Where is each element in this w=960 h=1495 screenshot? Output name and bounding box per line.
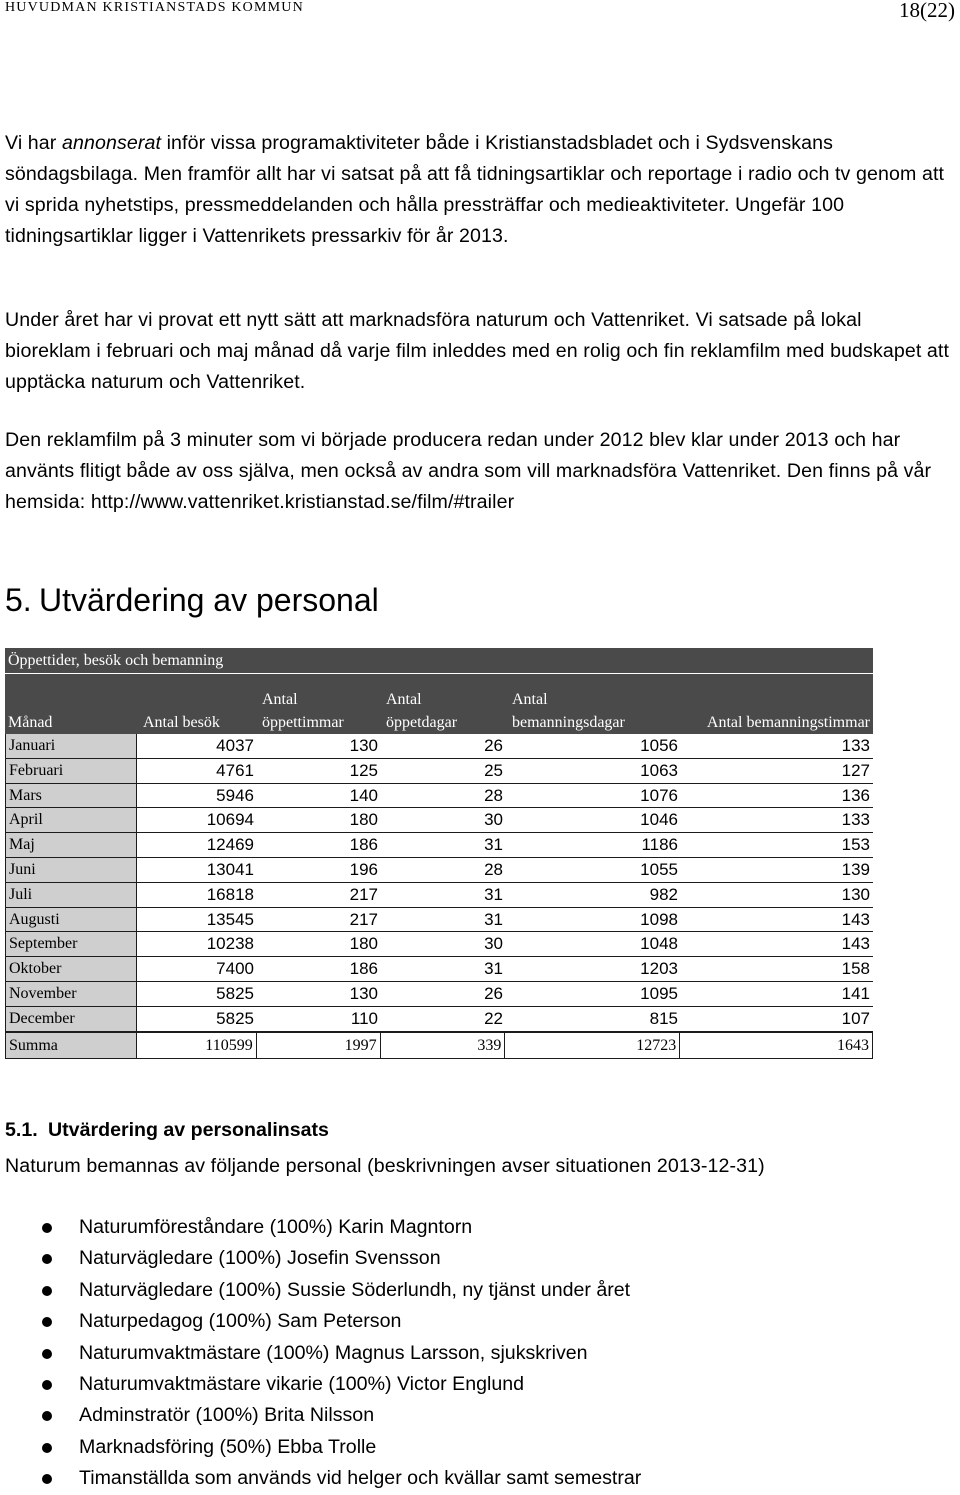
- cell-days: 31: [484, 909, 503, 929]
- cell-staffdays: 1056: [640, 736, 678, 755]
- page-number: 18(22): [899, 0, 955, 22]
- list-item: [0, 1338, 641, 1369]
- cell-visits: 10694: [206, 810, 254, 830]
- opening-hours-table: [5, 648, 873, 1059]
- sum-days: 339: [381, 1033, 506, 1058]
- header-hours-line1: Antal: [262, 691, 298, 708]
- list-item: [0, 1432, 641, 1463]
- cell-hours: 130: [349, 983, 378, 1003]
- bullet-icon: [42, 1254, 52, 1264]
- cell-days: 28: [484, 785, 503, 805]
- cell-staffdays: 1046: [640, 810, 678, 830]
- section-5-heading: [5, 578, 379, 622]
- staff-entry: Timanställda som används vid helger och kvällar samt semestrar: [79, 1467, 642, 1490]
- cell-hours: 196: [349, 859, 378, 879]
- table-row: [5, 982, 873, 1007]
- page-header: [5, 0, 955, 20]
- cell-staffhours: 133: [841, 810, 870, 830]
- cell-visits: 10238: [206, 934, 254, 954]
- cell-days: 30: [484, 934, 503, 954]
- cell-hours: 217: [349, 884, 378, 904]
- cell-visits: 13041: [206, 859, 254, 879]
- cell-month: November: [5, 982, 137, 1006]
- staff-intro: Naturum bemannas av följande personal (beskrivningen avser situationen 2013-12-31): [5, 1155, 765, 1177]
- section-5-1-heading: [5, 1115, 329, 1145]
- header-days-line1: Antal: [386, 691, 422, 708]
- table-row: [5, 932, 873, 957]
- staff-entry: Adminstratör (100%) Brita Nilsson: [79, 1404, 375, 1427]
- cell-staffdays: 1095: [640, 983, 678, 1003]
- cell-month: Maj: [5, 833, 137, 857]
- table-body: [5, 734, 873, 1032]
- cell-days: 31: [484, 835, 503, 855]
- cell-hours: 180: [349, 810, 378, 830]
- cell-hours: 186: [349, 959, 378, 979]
- bullet-icon: [42, 1317, 52, 1327]
- cinema-ad-paragraph: Under året har vi provat ett nytt sätt att marknadsföra naturum och Vattenriket. Vi satsade på lokal bioreklam i februari och maj månad då varje film inleddes med en rolig och fin reklamfilm med budskapet att upptäcka naturum och Vattenriket.: [5, 309, 950, 393]
- bullet-icon: [42, 1223, 52, 1233]
- cell-days: 28: [484, 859, 503, 879]
- cell-visits: 7400: [216, 959, 254, 979]
- cell-staffdays: 1063: [640, 760, 678, 780]
- cell-staffhours: 158: [841, 959, 870, 979]
- section-5-1-title: Utvärdering av personalinsats: [48, 1119, 329, 1141]
- bullet-icon: [42, 1443, 52, 1453]
- bullet-icon: [42, 1380, 52, 1390]
- bullet-icon: [42, 1474, 52, 1484]
- list-item: [0, 1212, 641, 1243]
- cell-days: 31: [484, 884, 503, 904]
- cell-month: April: [5, 808, 137, 832]
- table-row: [5, 784, 873, 809]
- cell-staffdays: 982: [649, 884, 678, 904]
- table-row: [5, 858, 873, 883]
- advertising-text-start: Vi har: [5, 132, 62, 154]
- film-paragraph: Den reklamfilm på 3 minuter som vi började producera redan under 2012 blev klar under 2013 och har använts flitigt både av oss själva, men också av andra som vill marknadsföra Vattenriket. Den finns på vår hemsida: http://www.vattenriket.kristianstad.se/film/#trailer: [5, 429, 932, 513]
- bullet-icon: [42, 1411, 52, 1421]
- section-5-title: Utvärdering av personal: [39, 582, 379, 618]
- list-item: [0, 1400, 641, 1431]
- cell-month: September: [5, 932, 137, 956]
- table-row: [5, 759, 873, 784]
- cell-hours: 140: [349, 785, 378, 805]
- table-title: Öppettider, besök och bemanning: [5, 648, 873, 673]
- cell-hours: 180: [349, 934, 378, 954]
- cell-staffdays: 1203: [640, 959, 678, 979]
- cell-month: December: [5, 1007, 137, 1031]
- cell-visits: 13545: [206, 909, 254, 929]
- header-visits: Antal besök: [143, 714, 220, 731]
- staff-entry: Naturumvaktmästare (100%) Magnus Larsson, sjukskriven: [79, 1341, 588, 1364]
- cell-staffdays: 1048: [640, 934, 678, 954]
- staff-entry: Naturvägledare (100%) Sussie Söderlundh, ny tjänst under året: [79, 1278, 631, 1301]
- header-staffdays-line1: Antal: [512, 691, 548, 708]
- cell-hours: 186: [349, 835, 378, 855]
- advertising-paragraph: [5, 128, 950, 252]
- cell-month: Oktober: [5, 957, 137, 981]
- cell-month: Juli: [5, 883, 137, 907]
- section-5-number: 5.: [5, 582, 32, 618]
- staff-entry: Naturpedagog (100%) Sam Peterson: [79, 1310, 402, 1333]
- cell-staffdays: 815: [649, 1008, 678, 1028]
- list-item: [0, 1275, 641, 1306]
- cell-hours: 125: [349, 760, 378, 780]
- table-row: [5, 957, 873, 982]
- cell-staffhours: 153: [841, 835, 870, 855]
- list-item: [0, 1306, 641, 1337]
- cell-visits: 5946: [216, 785, 254, 805]
- staff-list: [0, 1212, 641, 1495]
- sum-label: Summa: [6, 1033, 137, 1058]
- cell-days: 25: [484, 760, 503, 780]
- cell-days: 22: [484, 1008, 503, 1028]
- bullet-icon: [42, 1286, 52, 1296]
- cell-staffhours: 133: [841, 736, 870, 755]
- cell-staffhours: 139: [841, 859, 870, 879]
- cell-visits: 5825: [216, 1008, 254, 1028]
- cell-staffhours: 143: [841, 909, 870, 929]
- cell-visits: 12469: [206, 835, 254, 855]
- table-row: [5, 1007, 873, 1032]
- cell-staffhours: 127: [841, 760, 870, 780]
- cell-staffhours: 136: [841, 785, 870, 805]
- cell-staffdays: 1076: [640, 785, 678, 805]
- cell-month: Juni: [5, 858, 137, 882]
- organization-name: HUVUDMAN KRISTIANSTADS KOMMUN: [5, 0, 304, 15]
- table-row: [5, 833, 873, 858]
- table-row: [5, 883, 873, 908]
- table-row: [5, 734, 873, 759]
- cell-visits: 16818: [206, 884, 254, 904]
- cell-month: Augusti: [5, 908, 137, 932]
- staff-entry: Naturumvaktmästare vikarie (100%) Victor Englund: [79, 1372, 525, 1395]
- cell-hours: 130: [349, 736, 378, 755]
- cell-days: 26: [484, 736, 503, 755]
- header-hours-line2: öppettimmar: [262, 714, 344, 731]
- cell-staffhours: 107: [841, 1008, 870, 1028]
- staff-entry: Marknadsföring (50%) Ebba Trolle: [79, 1435, 377, 1458]
- list-item: [0, 1369, 641, 1400]
- cell-days: 30: [484, 810, 503, 830]
- cell-visits: 4037: [216, 736, 254, 755]
- table-header-row: [5, 674, 873, 734]
- cell-hours: 217: [349, 909, 378, 929]
- cell-staffhours: 141: [841, 983, 870, 1003]
- cell-hours: 110: [350, 1008, 378, 1028]
- cell-days: 26: [484, 983, 503, 1003]
- header-staffhours: Antal bemanningstimmar: [706, 714, 870, 731]
- section-5-1-number: 5.1.: [5, 1119, 38, 1141]
- sum-hours: 1997: [257, 1033, 381, 1058]
- table-row: [5, 908, 873, 933]
- bullet-icon: [42, 1349, 52, 1359]
- cell-staffhours: 130: [841, 884, 870, 904]
- cell-visits: 4761: [216, 760, 254, 780]
- cell-visits: 5825: [216, 983, 254, 1003]
- cell-staffhours: 143: [841, 934, 870, 954]
- cell-month: Februari: [5, 759, 137, 783]
- advertising-text-rest: inför vissa programaktiviteter både i Kristianstadsbladet och i Sydsvenskans söndagsbilaga. Men framför allt har vi satsat på att få tidningsartiklar och reportage i radio och tv genom att vi sprida nyhetstips, pressmeddelanden och hålla pressträffar och medieaktiviteter. Ungefär 100 tidningsartiklar ligger i Vattenrikets pressarkiv för år 2013.: [5, 132, 945, 247]
- cell-staffdays: 1098: [640, 909, 678, 929]
- cell-month: Januari: [5, 734, 137, 758]
- sum-visits: 110599: [137, 1033, 257, 1058]
- staff-entry: Naturvägledare (100%) Josefin Svensson: [79, 1247, 441, 1270]
- cell-staffdays: 1055: [640, 859, 678, 879]
- header-month: Månad: [8, 714, 53, 731]
- table-row: [5, 808, 873, 833]
- table-sum-row: [5, 1032, 873, 1059]
- header-staffdays-line2: bemanningsdagar: [512, 714, 625, 731]
- advertising-emphasis: annonserat: [61, 132, 162, 154]
- list-item: [0, 1243, 641, 1274]
- sum-staffhours: 1643: [837, 1036, 869, 1054]
- header-days-line2: öppetdagar: [386, 714, 458, 731]
- list-item: [0, 1463, 641, 1494]
- cell-staffdays: 1186: [641, 835, 678, 855]
- cell-days: 31: [484, 959, 503, 979]
- sum-staffdays: 12723: [505, 1033, 680, 1058]
- cell-month: Mars: [5, 784, 137, 808]
- staff-entry: Naturumföreståndare (100%) Karin Magntorn: [79, 1216, 473, 1238]
